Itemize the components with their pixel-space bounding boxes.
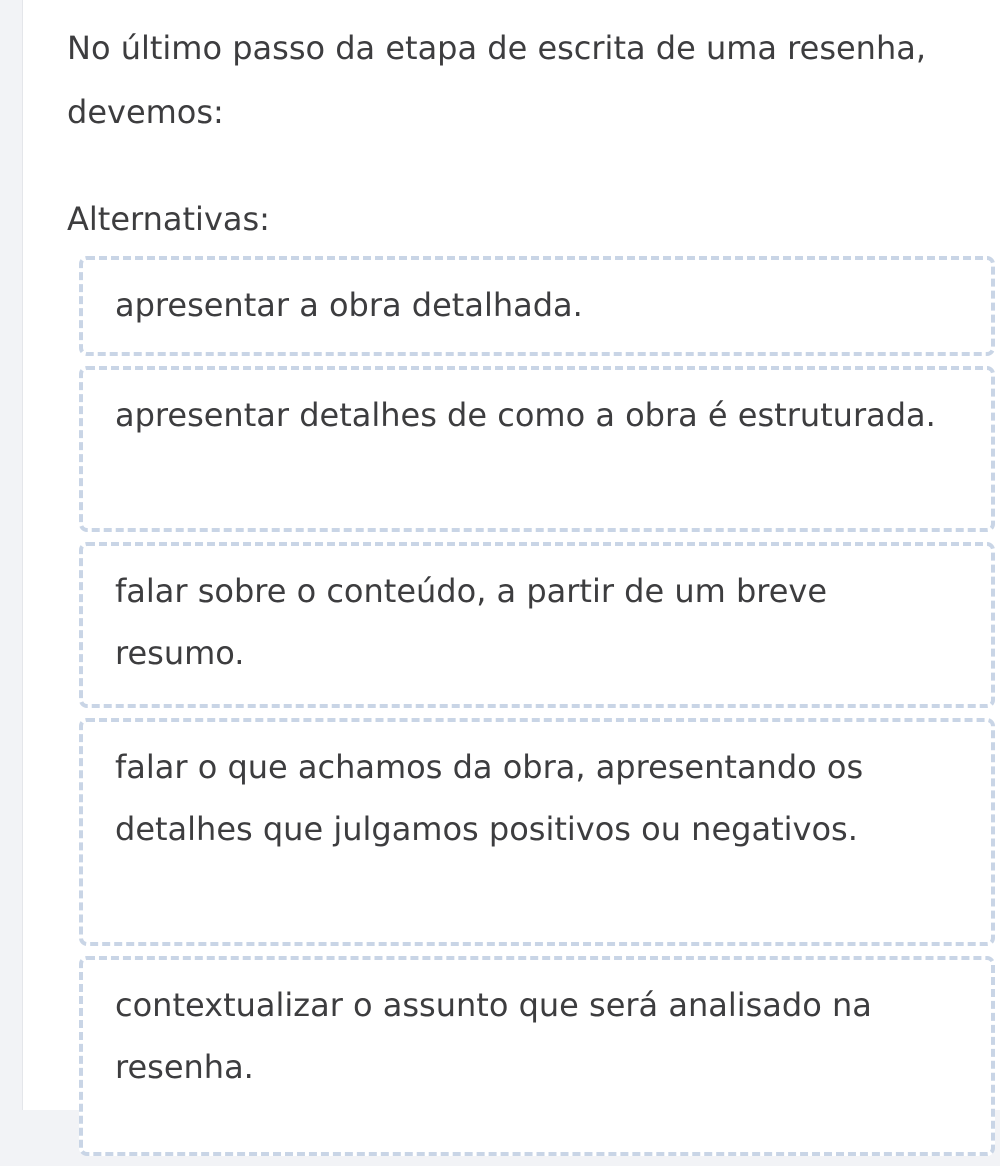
alternative-option-3[interactable] xyxy=(79,542,995,708)
alternative-option-1-text: apresentar a obra detalhada. xyxy=(115,286,583,324)
alternative-option-5[interactable] xyxy=(79,956,995,1156)
question-card xyxy=(22,0,1000,1110)
alternative-option-1[interactable] xyxy=(79,256,995,356)
alternatives-heading: Alternativas: xyxy=(67,200,270,238)
alternative-option-4[interactable] xyxy=(79,718,995,946)
alternative-option-2[interactable] xyxy=(79,366,995,532)
alternative-option-4-text: falar o que achamos da obra, apresentando os detalhes que julgamos positivos ou negativos. xyxy=(115,748,864,848)
alternative-option-3-text: falar sobre o conteúdo, a partir de um breve resumo. xyxy=(115,572,828,672)
alternative-option-2-text: apresentar detalhes de como a obra é estruturada. xyxy=(115,396,936,434)
alternatives-list xyxy=(79,256,995,1166)
alternative-option-5-text: contextualizar o assunto que será analisado na resenha. xyxy=(115,986,872,1086)
question-text: No último passo da etapa de escrita de uma resenha, devemos: xyxy=(67,29,927,131)
